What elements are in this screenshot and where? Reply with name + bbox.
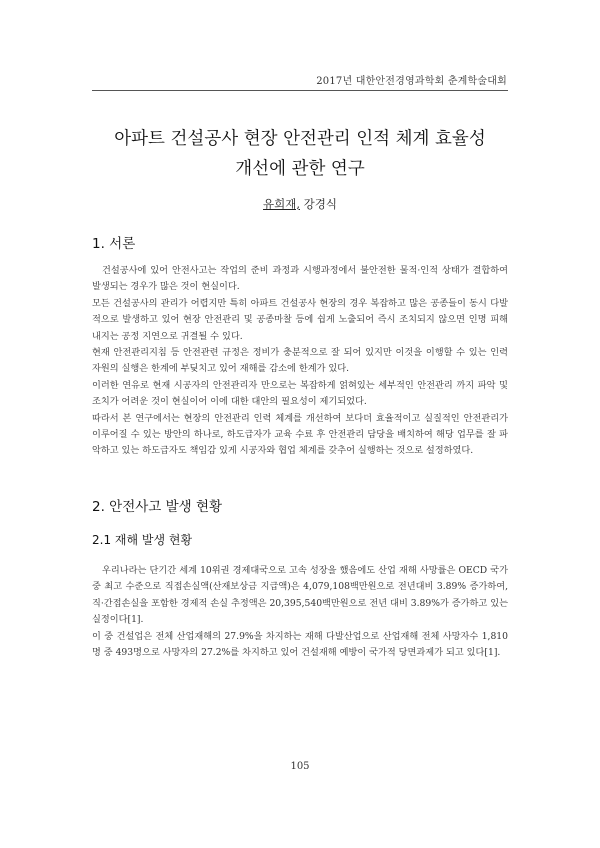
intro-paragraph: 이러한 연유로 현재 시공자의 안전관리자 만으로는 복잡하게 얽혀있는 세부적인 안전관리 까지 파악 및 조치가 어려운 것이 현실이어 이에 대한 대안의 필요성이 제기되었다.: [92, 379, 508, 408]
header-rule: [92, 90, 508, 91]
section-heading-intro: 1. 서론: [92, 236, 136, 252]
intro-body: [92, 263, 508, 460]
section2-paragraph: 이 중 건설업은 전체 산업재해의 27.9%을 차지하는 재해 다발산업으로 산업재해 전체 사망자수 1,810명 중 493명으로 사망자의 27.2%를 차지하고 있어 건설재해 예방이 국가적 당면과제가 되고 있다[1].: [92, 630, 508, 659]
subsection-heading-disaster: 2.1 재해 발생 현황: [92, 533, 193, 547]
intro-paragraph: 현재 안전관리지침 등 안전관련 규정은 정비가 충분적으로 잘 되어 있지만 이것을 이행할 수 있는 인력 자원의 실행은 한계에 부딪치고 있어 재해를 감소에 한계가 있다.: [92, 347, 508, 375]
section2-paragraph: 우리나라는 단기간 세계 10위권 경제대국으로 고속 성장을 했음에도 산업 재해 사망률은 OECD 국가 중 최고 수준으로 직접손실액(산재보상금 지급액)은 4,079,108백만원으로 전년대비 3.89% 증가하여, 직·간접손실을 포함한 경제적 손실 추정액은 20,395,540백만원으로 전년 대비 3.89%가 증가하고 있는 실정이다[1].: [92, 565, 508, 626]
section-heading-accidents: 2. 안전사고 발생 현황: [92, 499, 223, 515]
author-first: 유희재,: [263, 197, 300, 211]
section2-body: [92, 563, 508, 661]
intro-paragraph: 건설공사에 있어 안전사고는 작업의 준비 과정과 시행과정에서 불안전한 물적·인적 상태가 결합하여 발생되는 경우가 많은 것이 현실이다.: [92, 265, 508, 293]
intro-paragraph: 모든 건설공사의 관리가 어렵지만 특히 아파트 건설공사 현장의 경우 복잡하고 많은 공종들이 동시 다발적으로 발생하고 있어 현장 안전관리 및 공종마찰 등에 쉽게 노출되어 즉시 조치되지 않으면 인명 피해 내지는 공정 지연으로 귀결될 수 있다.: [92, 297, 508, 342]
paper-title: [60, 124, 540, 184]
title-line-1: 아파트 건설공사 현장 안전관리 인적 체계 효율성: [114, 129, 486, 149]
page-number: 105: [290, 761, 310, 772]
intro-paragraph: 따라서 본 연구에서는 현장의 안전관리 인력 체계를 개선하여 보다더 효율적이고 실질적인 안전관리가 이루어질 수 있는 방안의 하나로, 하도급자가 교육 수료 후 안전관리 담당을 배치하여 해당 업무를 잘 파악하고 있는 하도급자도 책임감 있게 시공자와 협업 체계를 갖추어 실행하는 것으로 설정하였다.: [92, 412, 508, 457]
running-header: 2017년 대한안전경영과학회 춘계학술대회: [316, 76, 507, 87]
author-line: [0, 196, 600, 212]
author-second: 강경식: [303, 197, 337, 211]
title-line-2: 개선에 관한 연구: [235, 159, 365, 179]
